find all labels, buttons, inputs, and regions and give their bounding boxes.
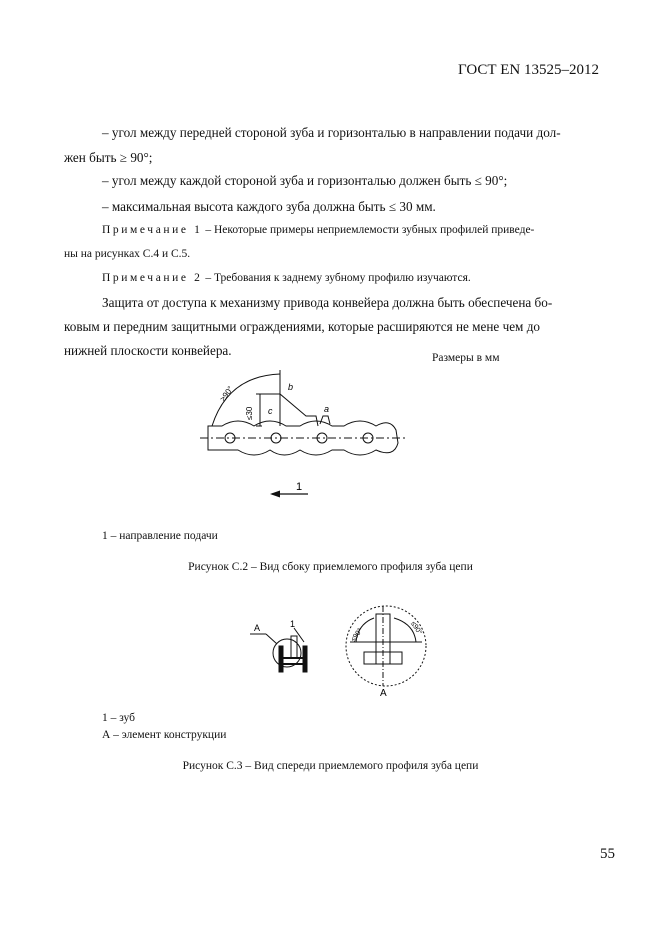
angle-left-label: ≤90° — [350, 627, 365, 644]
height-label: ≤30 — [245, 406, 254, 420]
note-1 — [64, 218, 613, 243]
angle-right-label: ≤90° — [408, 620, 423, 637]
label-A-small: A — [254, 623, 261, 633]
requirement-item-3: – максимальная высота каждого зуба должна быть ≤ 30 мм. — [102, 199, 436, 214]
figure-c2-caption: Рисунок С.2 – Вид сбоку приемлемого профиля зуба цепи — [188, 561, 473, 573]
protection-paragraph-line-2: ковым и передним защитными ограждениями, которые расширяются не мене чем до — [64, 319, 540, 334]
label-b: b — [288, 382, 294, 392]
label-c: c — [268, 406, 273, 416]
detail-circle-large — [346, 606, 426, 686]
protection-paragraph-line-1: Защита от доступа к механизму привода конвейера должна быть обеспечена бо- — [102, 295, 553, 310]
figure-c3-drawing — [246, 596, 446, 702]
note-2-text: – Требования к заднему зубному профилю изучаются. — [202, 272, 471, 284]
figure-c3-legend-1: 1 – зуб — [102, 712, 136, 724]
label-1: 1 — [290, 619, 296, 629]
note-2 — [64, 266, 613, 291]
item-1-line-1: – угол между передней стороной зуба и горизонталью в направлении подачи дол- — [102, 125, 561, 140]
arrow-label: 1 — [296, 481, 303, 493]
note-1-cont: ны на рисунках С.4 и С.5. — [64, 248, 191, 260]
feed-direction-arrow — [270, 491, 308, 498]
figure-c3-caption: Рисунок С.3 – Вид спереди приемлемого профиля зуба цепи — [182, 760, 479, 772]
figure-c2-legend: 1 – направление подачи — [102, 530, 218, 542]
requirement-item-1 — [64, 120, 613, 145]
protection-paragraph-line-3: нижней плоскости конвейера. — [64, 343, 232, 358]
page-number: 55 — [600, 846, 615, 862]
label-a: a — [324, 404, 330, 414]
units-note: Размеры в мм — [432, 352, 500, 364]
figure-c2-drawing — [200, 368, 410, 508]
figure-c3-legend-A: А – элемент конструкции — [102, 729, 227, 741]
requirement-item-1-cont: жен быть ≥ 90°; — [64, 150, 153, 165]
requirement-item-2: – угол между каждой стороной зуба и горизонталью должен быть ≤ 90°; — [102, 173, 508, 188]
note-1-label: Примечание 1 — [102, 224, 203, 236]
angle-label: ≥90° — [218, 384, 236, 404]
label-A-big: A — [380, 688, 387, 699]
note-1-text: – Некоторые примеры неприемлемости зубных профилей приведе- — [202, 224, 535, 236]
document-header: ГОСТ EN 13525–2012 — [458, 62, 599, 78]
note-2-label: Примечание 2 — [102, 272, 203, 284]
